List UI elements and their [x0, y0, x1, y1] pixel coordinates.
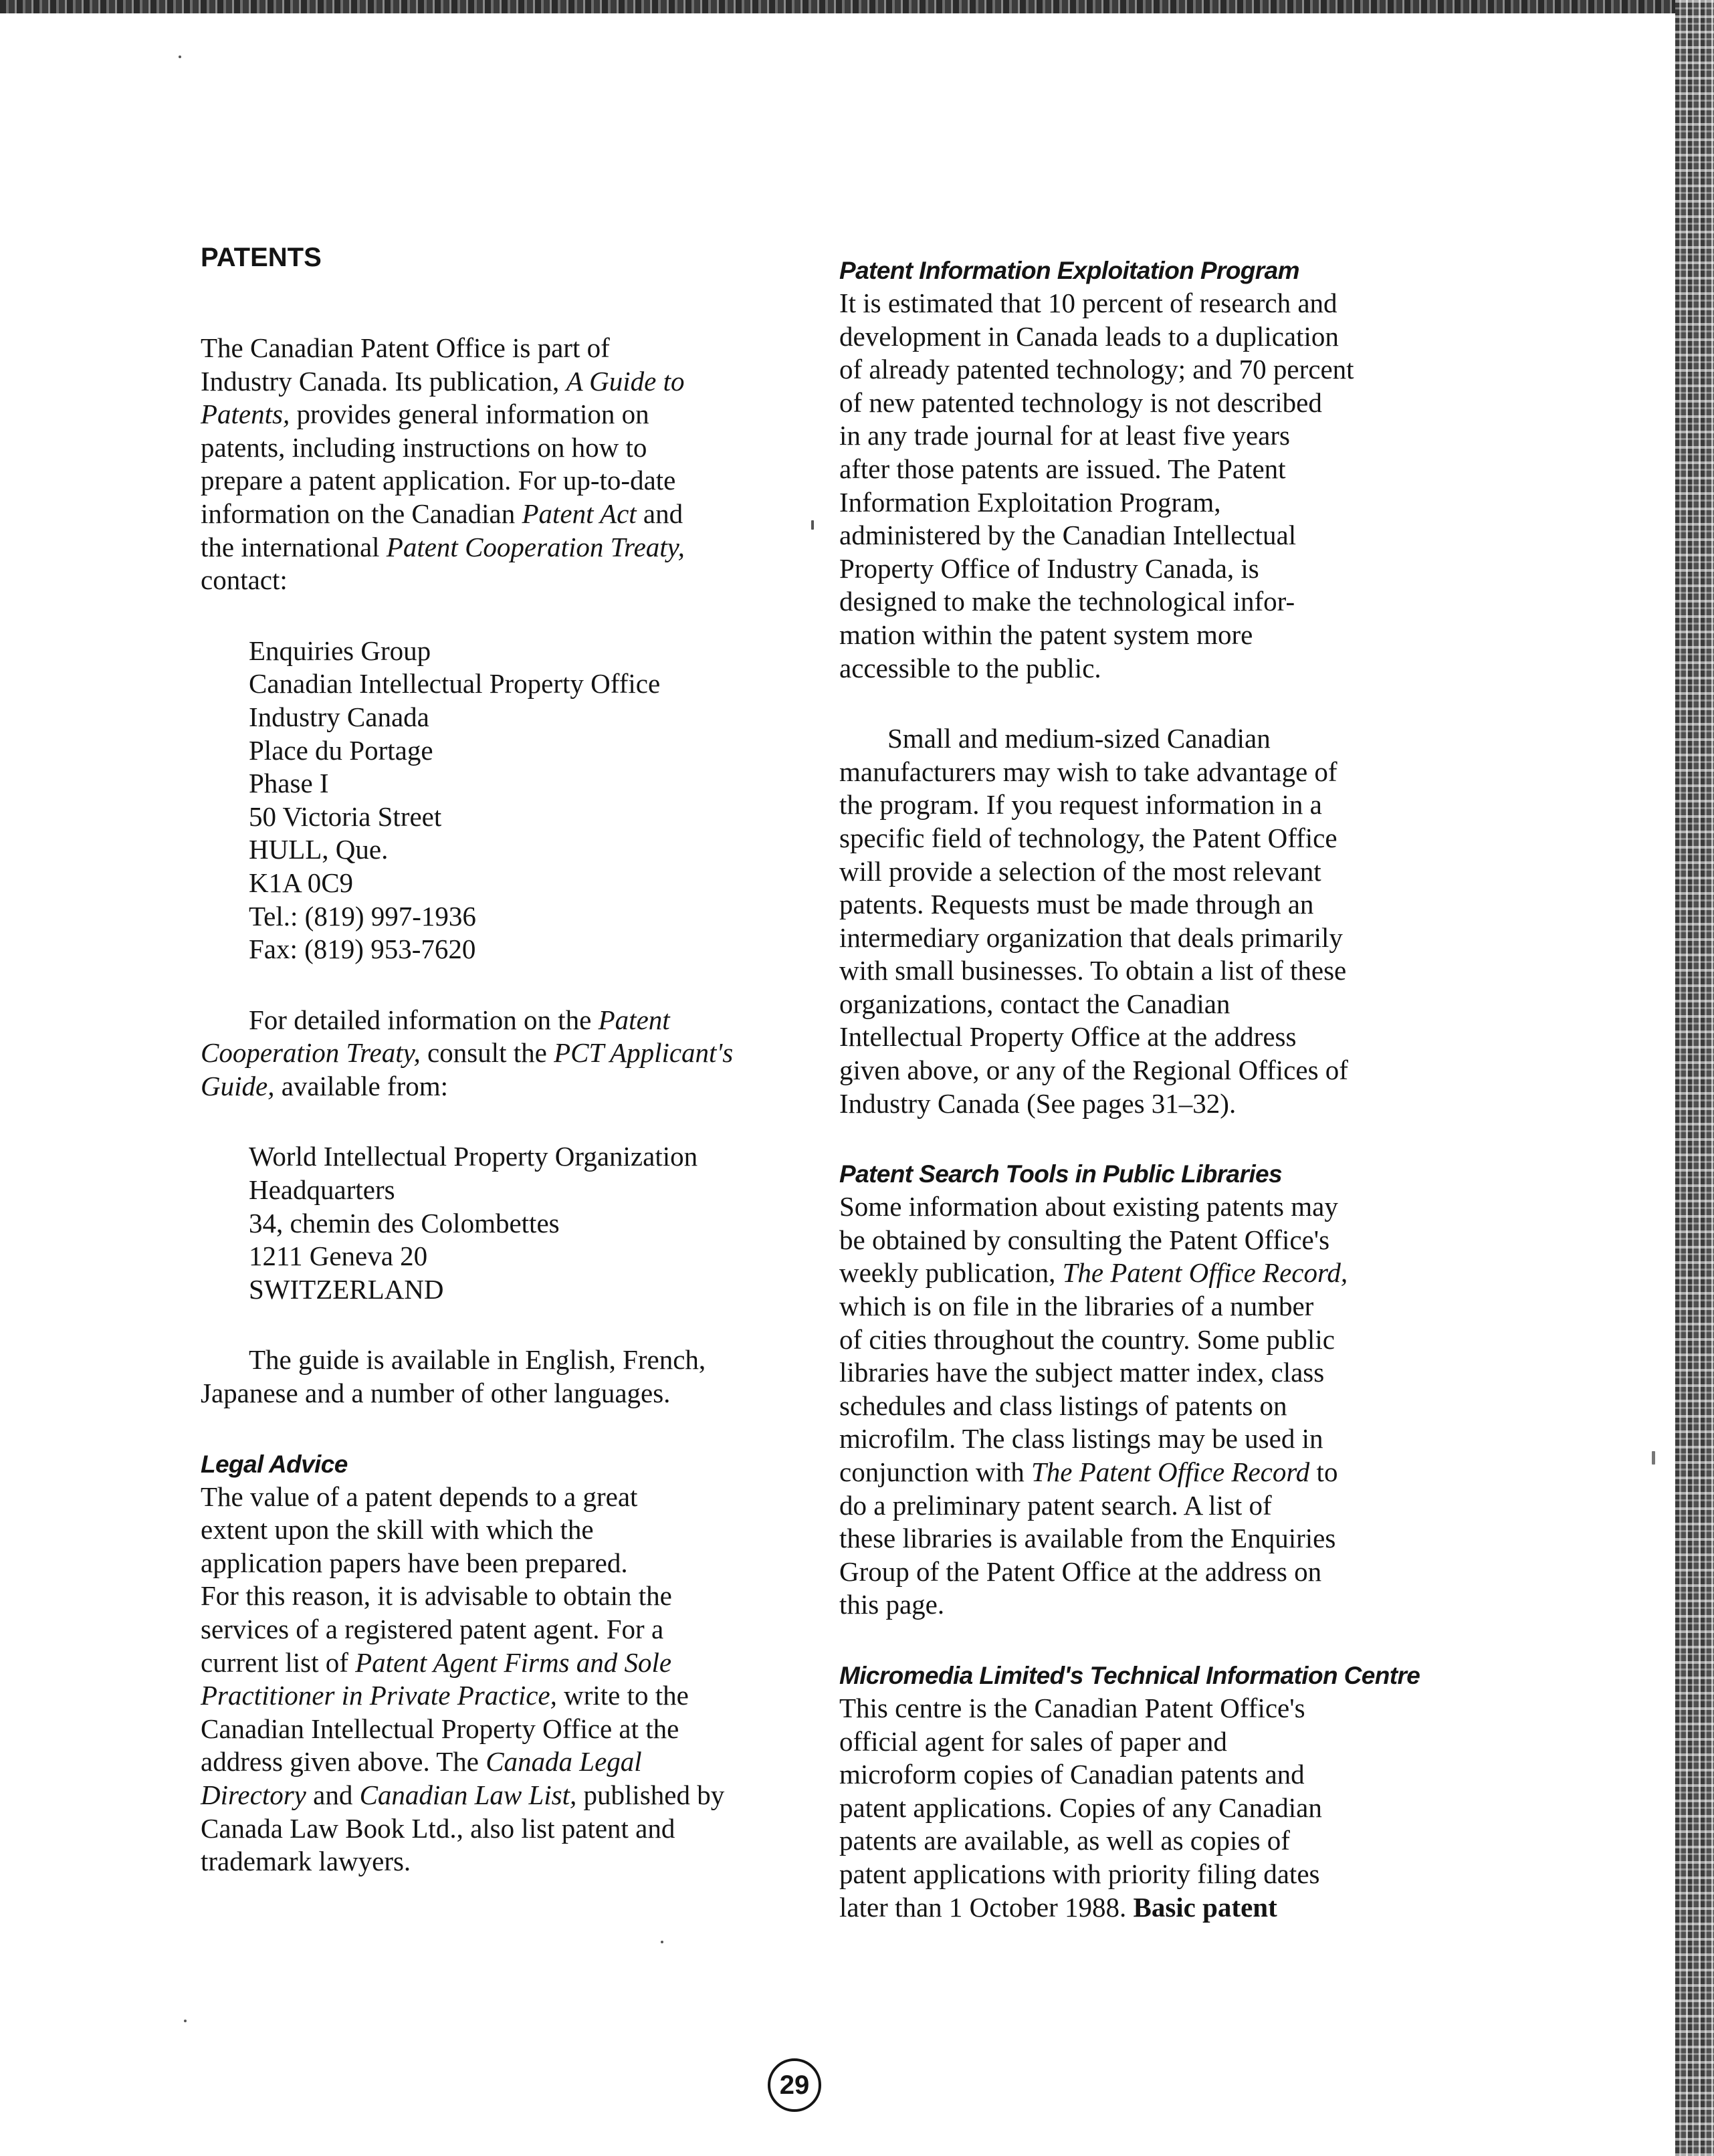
scan-speck: [661, 1941, 663, 1943]
text-line: patent applications with priority filing dates: [839, 1858, 1320, 1889]
text-line: conjunction with The Patent Office Record to: [839, 1457, 1338, 1487]
text-line: specific field of technology, the Patent Office: [839, 822, 1337, 853]
text-line: For this reason, it is advisable to obtain the: [201, 1580, 672, 1612]
text-line: development in Canada leads to a duplication: [839, 320, 1339, 352]
text-line: current list of Patent Agent Firms and Sole: [201, 1646, 672, 1678]
address-line: Enquiries Group: [249, 635, 431, 666]
text-line: will provide a selection of the most relevant: [839, 855, 1321, 887]
exploitation-heading: Patent Information Exploitation Program: [839, 257, 1299, 284]
text-line: designed to make the technological infor-: [839, 586, 1295, 617]
text-line: Information Exploitation Program,: [839, 486, 1221, 518]
text-line: this page.: [839, 1589, 945, 1620]
text-line: Practitioner in Private Practice, write to the: [201, 1680, 689, 1711]
enquiries-address-block: [249, 635, 802, 966]
text-line: prepare a patent application. For up-to-date: [201, 465, 676, 496]
scan-speck: [1652, 1451, 1655, 1465]
text-line: It is estimated that 10 percent of research and: [839, 288, 1337, 318]
search-tools-heading: Patent Search Tools in Public Libraries: [839, 1160, 1282, 1188]
search-tools-section: [839, 1158, 1441, 1622]
text-line: the program. If you request information in a: [839, 789, 1322, 821]
text-line: do a preliminary patent search. A list of: [839, 1489, 1272, 1521]
address-line: Canadian Intellectual Property Office: [249, 668, 661, 699]
text-line: patents are available, as well as copies of: [839, 1825, 1290, 1856]
text-line: Cooperation Treaty, consult the PCT Applicant's: [201, 1037, 734, 1069]
address-line: Place du Portage: [249, 734, 433, 766]
text-line: intermediary organization that deals primarily: [839, 922, 1343, 953]
text-line: libraries have the subject matter index, class: [839, 1357, 1325, 1388]
languages-paragraph: [201, 1343, 802, 1410]
scan-right-edge: [1675, 0, 1714, 2156]
manufacturers-paragraph: [839, 722, 1441, 1120]
text-line: microfilm. The class listings may be used in: [839, 1423, 1323, 1454]
text-line: which is on file in the libraries of a number: [839, 1291, 1314, 1322]
address-line: Phase I: [249, 768, 329, 799]
text-line: after those patents are issued. The Patent: [839, 453, 1286, 484]
text-line: Directory and Canadian Law List, published by: [201, 1779, 725, 1810]
legal-advice-heading: Legal Advice: [201, 1450, 348, 1478]
text-line: Patents, provides general information on: [201, 399, 649, 430]
text-line: Industry Canada (See pages 31–32).: [839, 1087, 1237, 1119]
text-line: of already patented technology; and 70 percent: [839, 354, 1354, 385]
text-line: in any trade journal for at least five years: [839, 420, 1290, 451]
text-line: address given above. The Canada Legal: [201, 1746, 642, 1777]
text-line: patents. Requests must be made through an: [839, 889, 1314, 920]
text-line: The Canadian Patent Office is part of: [201, 332, 610, 363]
text-line: Some information about existing patents may: [839, 1191, 1338, 1222]
scan-speck: [184, 2020, 187, 2022]
text-line: organizations, contact the Canadian: [839, 988, 1230, 1019]
address-line: Industry Canada: [249, 701, 429, 732]
text-line: The guide is available in English, French,: [249, 1344, 706, 1376]
text-line: information on the Canadian Patent Act and: [201, 498, 683, 529]
text-line: the international Patent Cooperation Treaty,: [201, 531, 685, 562]
text-line: Canadian Intellectual Property Office at the: [201, 1713, 679, 1744]
text-line: weekly publication, The Patent Office Record,: [839, 1257, 1348, 1289]
address-line: World Intellectual Property Organization: [249, 1141, 698, 1172]
text-line: patents, including instructions on how to: [201, 431, 647, 463]
address-line: 50 Victoria Street: [249, 800, 442, 832]
legal-advice-section: [201, 1448, 802, 1878]
text-line: This centre is the Canadian Patent Office's: [839, 1692, 1305, 1723]
text-line: given above, or any of the Regional Offices of: [839, 1055, 1348, 1086]
scan-speck: [811, 520, 814, 530]
text-line: Group of the Patent Office at the address on: [839, 1555, 1322, 1587]
text-line: contact:: [201, 564, 288, 596]
text-line: Industry Canada. Its publication, A Guide to: [201, 365, 685, 397]
text-line: trademark lawyers.: [201, 1846, 411, 1877]
text-line: microform copies of Canadian patents and: [839, 1759, 1305, 1790]
address-line: Headquarters: [249, 1174, 395, 1206]
text-line: be obtained by consulting the Patent Office's: [839, 1224, 1330, 1255]
text-line: of cities throughout the country. Some public: [839, 1323, 1335, 1355]
pct-paragraph: [201, 1004, 802, 1103]
page-number: 29: [768, 2058, 821, 2112]
text-line: mation within the patent system more: [839, 619, 1253, 650]
text-line: Japanese and a number of other languages.: [201, 1378, 671, 1409]
text-line: these libraries is available from the Enquiries: [839, 1523, 1336, 1554]
left-column: [201, 241, 802, 1878]
text-line: schedules and class listings of patents on: [839, 1390, 1287, 1421]
text-line: The value of a patent depends to a great: [201, 1481, 638, 1512]
text-line: Intellectual Property Office at the address: [839, 1021, 1297, 1053]
right-column: [839, 254, 1441, 1924]
text-line: administered by the Canadian Intellectual: [839, 520, 1297, 551]
text-line: manufacturers may wish to take advantage of: [839, 756, 1337, 787]
text-line: services of a registered patent agent. For a: [201, 1614, 664, 1644]
text-line: with small businesses. To obtain a list of these: [839, 955, 1347, 986]
text-line: Property Office of Industry Canada, is: [839, 552, 1259, 584]
address-line: HULL, Que.: [249, 834, 389, 865]
text-line: application papers have been prepared.: [201, 1547, 628, 1578]
text-line: later than 1 October 1988. Basic patent: [839, 1891, 1277, 1923]
exploitation-section: [839, 254, 1441, 685]
telephone-line: Tel.: (819) 997-1936: [249, 900, 476, 932]
address-line: 1211 Geneva 20: [249, 1241, 428, 1272]
micromedia-heading: Micromedia Limited's Technical Information Centre: [839, 1661, 1420, 1689]
guide-title: A Guide to: [566, 365, 685, 397]
text-line: accessible to the public.: [839, 652, 1101, 683]
fax-line: Fax: (819) 953-7620: [249, 934, 476, 965]
scan-top-edge: [0, 0, 1714, 13]
micromedia-section: [839, 1659, 1441, 1924]
wipo-address-block: [249, 1140, 802, 1306]
text-line: extent upon the skill with which the: [201, 1514, 594, 1545]
address-line: 34, chemin des Colombettes: [249, 1207, 560, 1238]
text-line: patent applications. Copies of any Canadian: [839, 1792, 1322, 1823]
scan-speck: [179, 56, 181, 58]
text-line: Canada Law Book Ltd., also list patent and: [201, 1812, 675, 1844]
text-line: Guide, available from:: [201, 1070, 449, 1101]
page-heading: PATENTS: [201, 243, 322, 272]
text-line: For detailed information on the Patent: [249, 1004, 670, 1035]
address-line: K1A 0C9: [249, 867, 354, 898]
text-line: official agent for sales of paper and: [839, 1725, 1227, 1757]
text-line: of new patented technology is not described: [839, 387, 1322, 418]
intro-paragraph: [201, 332, 802, 597]
text-line: Small and medium-sized Canadian: [887, 723, 1271, 754]
address-line: SWITZERLAND: [249, 1273, 444, 1305]
